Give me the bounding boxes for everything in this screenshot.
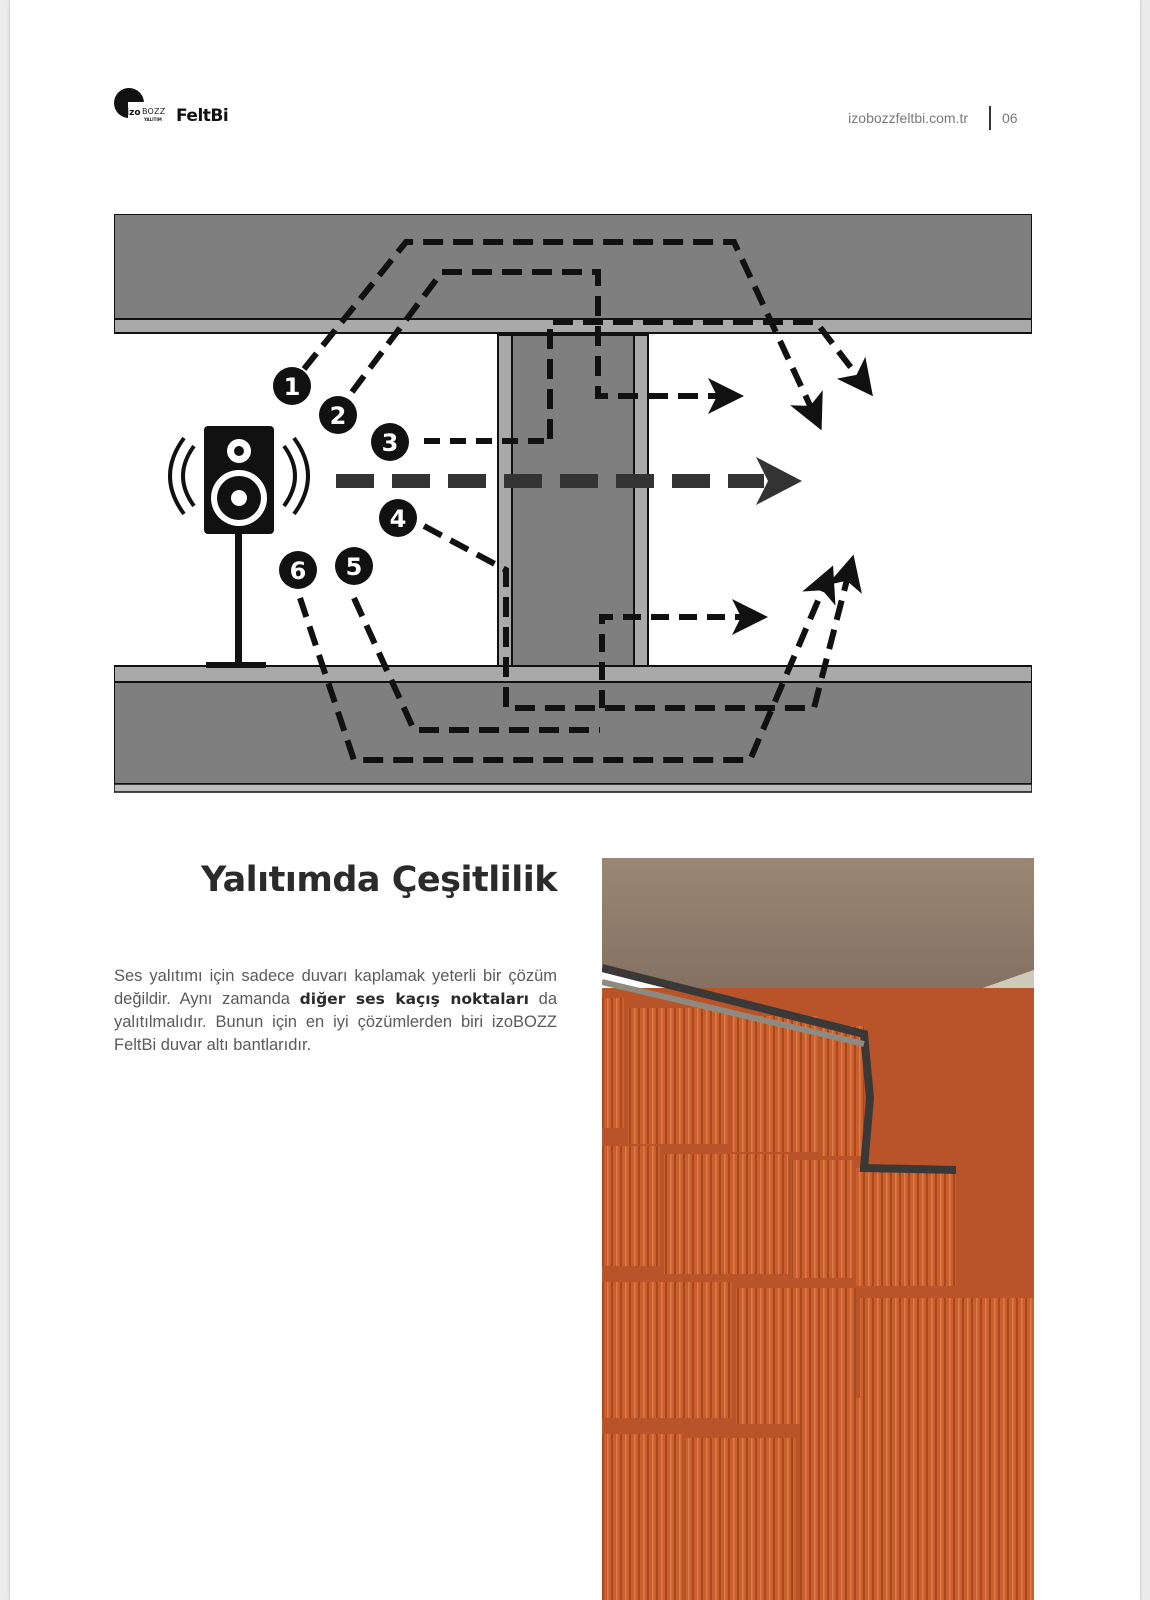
path-badge-6 [279,551,317,589]
body-highlight: diğer ses kaçış noktaları [299,989,529,1008]
wall-core [512,335,634,666]
brick-wall-photo [602,858,1034,1600]
logo-brand-text: FeltBi [176,106,229,126]
section-title: Yalıtımda Çeşitlilik [200,860,557,900]
svg-text:1: 1 [283,373,301,401]
path-badge-2 [319,396,357,434]
path-badge-3 [371,423,409,461]
website-url: izobozzfeltbi.com.tr [848,110,968,126]
svg-text:5: 5 [345,553,363,581]
svg-text:6: 6 [289,557,307,585]
brand-logo [114,88,244,128]
speaker-icon [170,426,308,668]
sound-flanking-diagram [114,214,1032,804]
path-badge-1 [273,367,311,405]
logo-yalitim-text: YALITIM [144,117,162,122]
bottom-slab-screed [114,666,1032,682]
svg-text:3: 3 [381,429,399,457]
page [10,0,1140,1600]
page-number: 06 [1002,110,1018,126]
logo-izo-text: izo [126,108,141,118]
svg-text:4: 4 [389,505,407,533]
top-slab [114,214,1032,319]
path-badge-5 [335,547,373,585]
logo-bozz-text: BOZZ [142,107,166,116]
path-badge-4 [379,499,417,537]
section-body: Ses yalıtımı için sadece duvarı kaplamak yeterli bir çözüm değildir. Aynı zamanda diğer ses kaçış noktaları da yalıtılmalıdır. Bunun için en iyi çözümlerden biri izoBOZZ FeltBi duvar altı bantlarıdır. [114,966,557,1054]
svg-text:2: 2 [329,402,347,430]
header-separator [989,106,991,130]
